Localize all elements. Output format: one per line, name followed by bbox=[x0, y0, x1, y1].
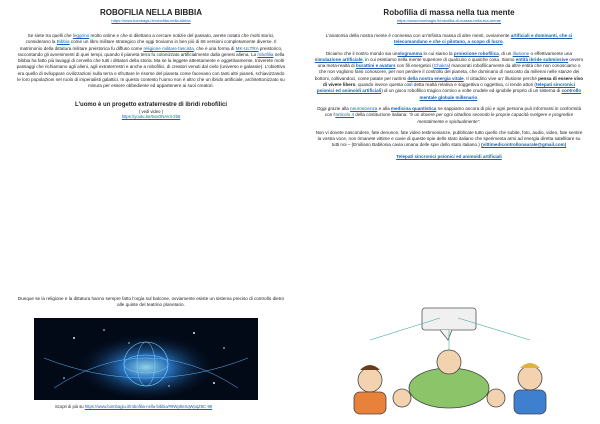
text-run: pensa di essere vivo di vivere libero bbox=[322, 75, 584, 88]
inline-link[interactable]: medicina quantistica bbox=[390, 105, 437, 111]
inline-link[interactable]: controllo mentale globale millenario bbox=[419, 88, 582, 100]
text-run: molto online e che si dilettano a cercare notizie del passato, avrete notato che molti storici, considerano la bbox=[25, 33, 275, 45]
inline-link[interactable]: Bibbia bbox=[56, 39, 70, 45]
article-url[interactable]: https://www.bombagiu.it/robofilia-di-massa-nella-tua-mente bbox=[396, 18, 502, 23]
text-run: L'anatomia della nostra mente è connessa con un'infinita massa di altre menti, ovviamente bbox=[325, 33, 511, 38]
inline-link[interactable]: proiezione robofilica bbox=[453, 50, 499, 56]
bottom-link[interactable]: Telepati sincronici psionici ed animoidi artificiali bbox=[396, 153, 502, 159]
inline-link[interactable]: artificiali e dominanti, che ci telecomandano e che ci pilotano, a scopo di lucro bbox=[393, 33, 573, 45]
footer-label: Scopri di più su bbox=[55, 404, 84, 409]
text-run: in cui siamo la bbox=[422, 50, 454, 56]
text-run: ) di un gioco robofilico tragico comico a volte crudele ed ignobile proprio di un sistema di bbox=[381, 88, 562, 94]
paragraph-3 bbox=[314, 106, 584, 125]
video-label: ( vedi video ) bbox=[139, 108, 163, 114]
inline-link[interactable]: ologramma bbox=[397, 50, 423, 56]
text-run: ovvero una meta-realtà di bbox=[317, 56, 584, 69]
text-run: Non vi dovete nascondere, fate denunce, fate video testimonianze, pubblicate tutto quello che subite, foto, audio, video, fate sentire la vostra voce, non rimanete vittime e cavie di queste spie dello stato italiano che sperimenta armi ad energia diretta satellitare su tutti noi – (Emiliano Babilonia cavia umana delle spie dello stato italiano.) bbox=[315, 129, 583, 148]
article-url[interactable]: https://www.bombagiu.it/robofilia-nella-bibbia bbox=[111, 18, 191, 23]
text-run: o effettivamente una bbox=[529, 50, 573, 56]
text-run: e alla bbox=[377, 105, 391, 111]
paragraph-4 bbox=[314, 130, 584, 149]
network-globe-image bbox=[34, 318, 258, 400]
paragraph-2 bbox=[314, 51, 584, 101]
text-run: ) manovrati robofilicamente da altre entità che non conosciamo o che non vogliono farsi conoscere, per non perdere il controllo del pianeta, che dominano di nascosto da millenni nelle stanze dei bottoni, coltivandoci, come patate per nutrirsi bbox=[314, 63, 581, 81]
text-run: Diciamo che il nostro mondo sia un bbox=[325, 50, 398, 56]
text-run: ne sappiamo ancora di più e ogni persona può informarsi in conformità con l' bbox=[324, 105, 582, 118]
text-run: come un libro militare strategico che oggi troviamo in ben più di 66 versioni completamente diverse. bbox=[69, 39, 273, 45]
text-run: Oggi grazie alla bbox=[316, 105, 351, 111]
inline-link[interactable]: articolo 4 bbox=[335, 112, 354, 118]
network-globe-illustration bbox=[34, 318, 258, 400]
inline-link[interactable]: (vittimedicontrollonaurale@gmail.com) bbox=[481, 142, 567, 148]
text-run: Il matrimonio della dittatura militare preistorica fu diffuso come bbox=[19, 39, 277, 51]
text-run: , quando invece questa così detta realtà relativa e soggettiva o oggettiva, ci rende attori ( bbox=[355, 82, 536, 88]
text-run: , in cui esistiamo nella mente superiore di qualcuno o qualche cosa. Siamo bbox=[362, 56, 516, 62]
inline-link[interactable]: entità ibride submissive bbox=[515, 56, 569, 62]
inline-link[interactable]: MK-ULTRA bbox=[235, 45, 259, 51]
closing-paragraph: Dunque se la religione e la dittatura hanno sempre fatto l'orgia sul balcone, ovviamente esiste un sistema preciso di controllo dietro alle quinte del teatrino planetario. bbox=[17, 296, 285, 308]
inline-link[interactable]: robofilia bbox=[257, 51, 274, 57]
inline-link[interactable]: neuroscienza bbox=[350, 105, 378, 111]
text-run: "è un dovere per ogni cittadino secondo le proprie capacità svolgere e progredire mentalmente e spiritualmente". bbox=[407, 112, 574, 124]
text-run: . Il cittadino vive un' illusione perché bbox=[463, 75, 539, 81]
intro-paragraph bbox=[16, 33, 286, 90]
page-title: Robofilia di massa nella tua mente bbox=[383, 8, 515, 17]
text-run: , che è una forma di bbox=[193, 45, 236, 51]
text-run: preistorico, raccontando gli avvenimenti di quei tempi, quando il pianeta terra fu colonizzato artificialmente dalla genesi aliena. La bbox=[17, 45, 283, 57]
text-run: della costituzione italiana: bbox=[354, 112, 408, 118]
text-run: , di un bbox=[498, 50, 513, 56]
footer-more bbox=[55, 404, 212, 409]
cartoon-illustration bbox=[340, 300, 558, 416]
text-run: nella bibbia ha fatto più lavaggi di cervello che tutti i dittatori della storia. Ma se la leggete attentamente e oggettivamente, troverete molti passaggi che richiamano agli alieni, agli extraterrestri e anche a robofilici, di creatori venuti dal cielo (universo e galassie). L'obiettivo era quello di sviluppare civilizzazioni sulla terra e sfruttare le risorse del pianeta come facevano con tanti altri pianeti, schiavizzando le loro popolazioni nel ruolo di imperialisti galattici. In questo contesto l'uomo non è altro che un ibrido artificiale, architettonizzato su misura per essere obbediente ed appartenere ai suoi creatori. bbox=[16, 51, 286, 89]
footer-link[interactable]: https://www.bombagiu.it/robofilia-nella-bibbia/#9Wp8eSqWpqZ6C-99 bbox=[84, 404, 213, 409]
text-run: . bbox=[477, 94, 479, 100]
section-subtitle: L'uomo è un progetto extraterrestre di ibridi robofilici bbox=[74, 101, 228, 108]
text-run: con fili energetici ( bbox=[395, 63, 434, 69]
inline-link[interactable]: simulazione artificiale bbox=[314, 56, 363, 62]
inline-link[interactable]: illusione bbox=[512, 50, 530, 56]
page-title: ROBOFILIA NELLA BIBBIA bbox=[99, 8, 203, 17]
inline-link[interactable]: leggono bbox=[72, 33, 90, 38]
inline-link[interactable]: burattini e avatars bbox=[355, 63, 396, 69]
inline-link[interactable]: telepati sincronici psionici ed animoidi artificiali bbox=[316, 82, 576, 94]
inline-link[interactable]: religione militare fascista bbox=[143, 45, 194, 51]
inline-link[interactable]: Chakra bbox=[433, 63, 449, 69]
brainwash-cartoon-image bbox=[340, 300, 558, 416]
inline-link[interactable]: della nostra energia vitale bbox=[407, 75, 464, 81]
paragraph-1 bbox=[314, 33, 584, 46]
video-link[interactable]: https://youtu.be/6xvONAV4-2b8 bbox=[121, 114, 181, 120]
text-run: Se siete tra quelli che bbox=[27, 33, 73, 38]
text-run: . bbox=[502, 39, 505, 45]
